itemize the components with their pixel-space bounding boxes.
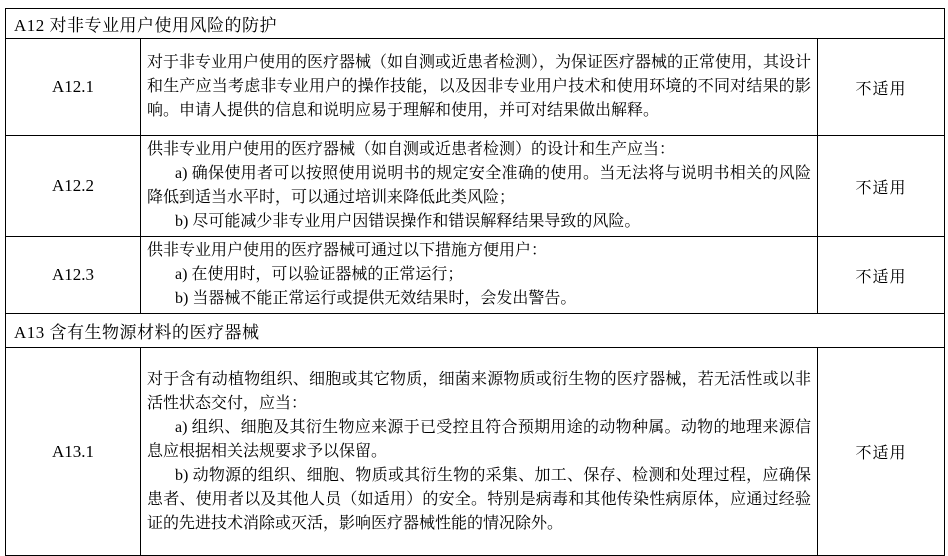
table-row — [6, 237, 945, 314]
requirement-code: A12.3 — [6, 237, 141, 314]
requirement-text — [141, 39, 818, 136]
applicability-status: 不适用 — [818, 348, 945, 556]
requirement-text — [141, 348, 818, 556]
requirement-text — [141, 136, 818, 237]
section-header-row-a13 — [6, 314, 945, 348]
requirement-item-b: b) 尽可能减少非专业用户因错误操作和错误解释结果导致的风险。 — [175, 213, 641, 230]
section-header-row-a12 — [6, 9, 945, 39]
requirement-code: A12.2 — [6, 136, 141, 237]
requirement-paragraph: 供非专业用户使用的医疗器械（如自测或近患者检测）的设计和生产应当： — [147, 141, 676, 158]
requirement-paragraph: 对于含有动植物组织、细胞或其它物质，细菌来源物质或衍生物的医疗器械，若无活性或以非活性状态交付，应当： — [147, 370, 811, 412]
table-row — [6, 348, 945, 556]
table-row — [6, 136, 945, 237]
applicability-status: 不适用 — [818, 39, 945, 136]
requirements-table — [5, 8, 945, 556]
requirement-item-a: a) 在使用时，可以验证器械的正常运行； — [175, 266, 464, 283]
requirement-paragraph: 对于非专业用户使用的医疗器械（如自测或近患者检测），为保证医疗器械的正常使用，其设计和生产应当考虑非专业用户的操作技能，以及因非专业用户技术和使用环境的不同对结果的影响。申请人提供的信息和说明应易于理解和使用，并可对结果做出解释。 — [147, 54, 812, 119]
applicability-status: 不适用 — [818, 237, 945, 314]
section-header-a12: A12 对非专业用户使用风险的防护 — [6, 9, 945, 39]
applicability-status: 不适用 — [818, 136, 945, 237]
requirement-code: A12.1 — [6, 39, 141, 136]
requirement-item-b: b) 当器械不能正常运行或提供无效结果时，会发出警告。 — [175, 290, 577, 307]
section-header-a13: A13 含有生物源材料的医疗器械 — [6, 314, 945, 348]
requirement-code: A13.1 — [6, 348, 141, 556]
table-row — [6, 39, 945, 136]
requirement-item-a: a) 组织、细胞及其衍生物应来源于已受控且符合预期用途的动物种属。动物的地理来源信息应根据相关法规要求予以保留。 — [147, 418, 811, 460]
requirement-text — [141, 237, 818, 314]
requirement-item-a: a) 确保使用者可以按照使用说明书的规定安全准确的使用。当无法将与说明书相关的风险降低到适当水平时，可以通过培训来降低此类风险； — [147, 165, 811, 206]
requirement-paragraph: 供非专业用户使用的医疗器械可通过以下措施方便用户： — [147, 242, 548, 259]
requirement-item-b: b) 动物源的组织、细胞、物质或其衍生物的采集、加工、保存、检测和处理过程，应确保患者、使用者以及其他人员（如适用）的安全。特别是病毒和其他传染性病原体，应通过经验证的先进技术消除或灭活，影响医疗器械性能的情况除外。 — [147, 466, 811, 532]
